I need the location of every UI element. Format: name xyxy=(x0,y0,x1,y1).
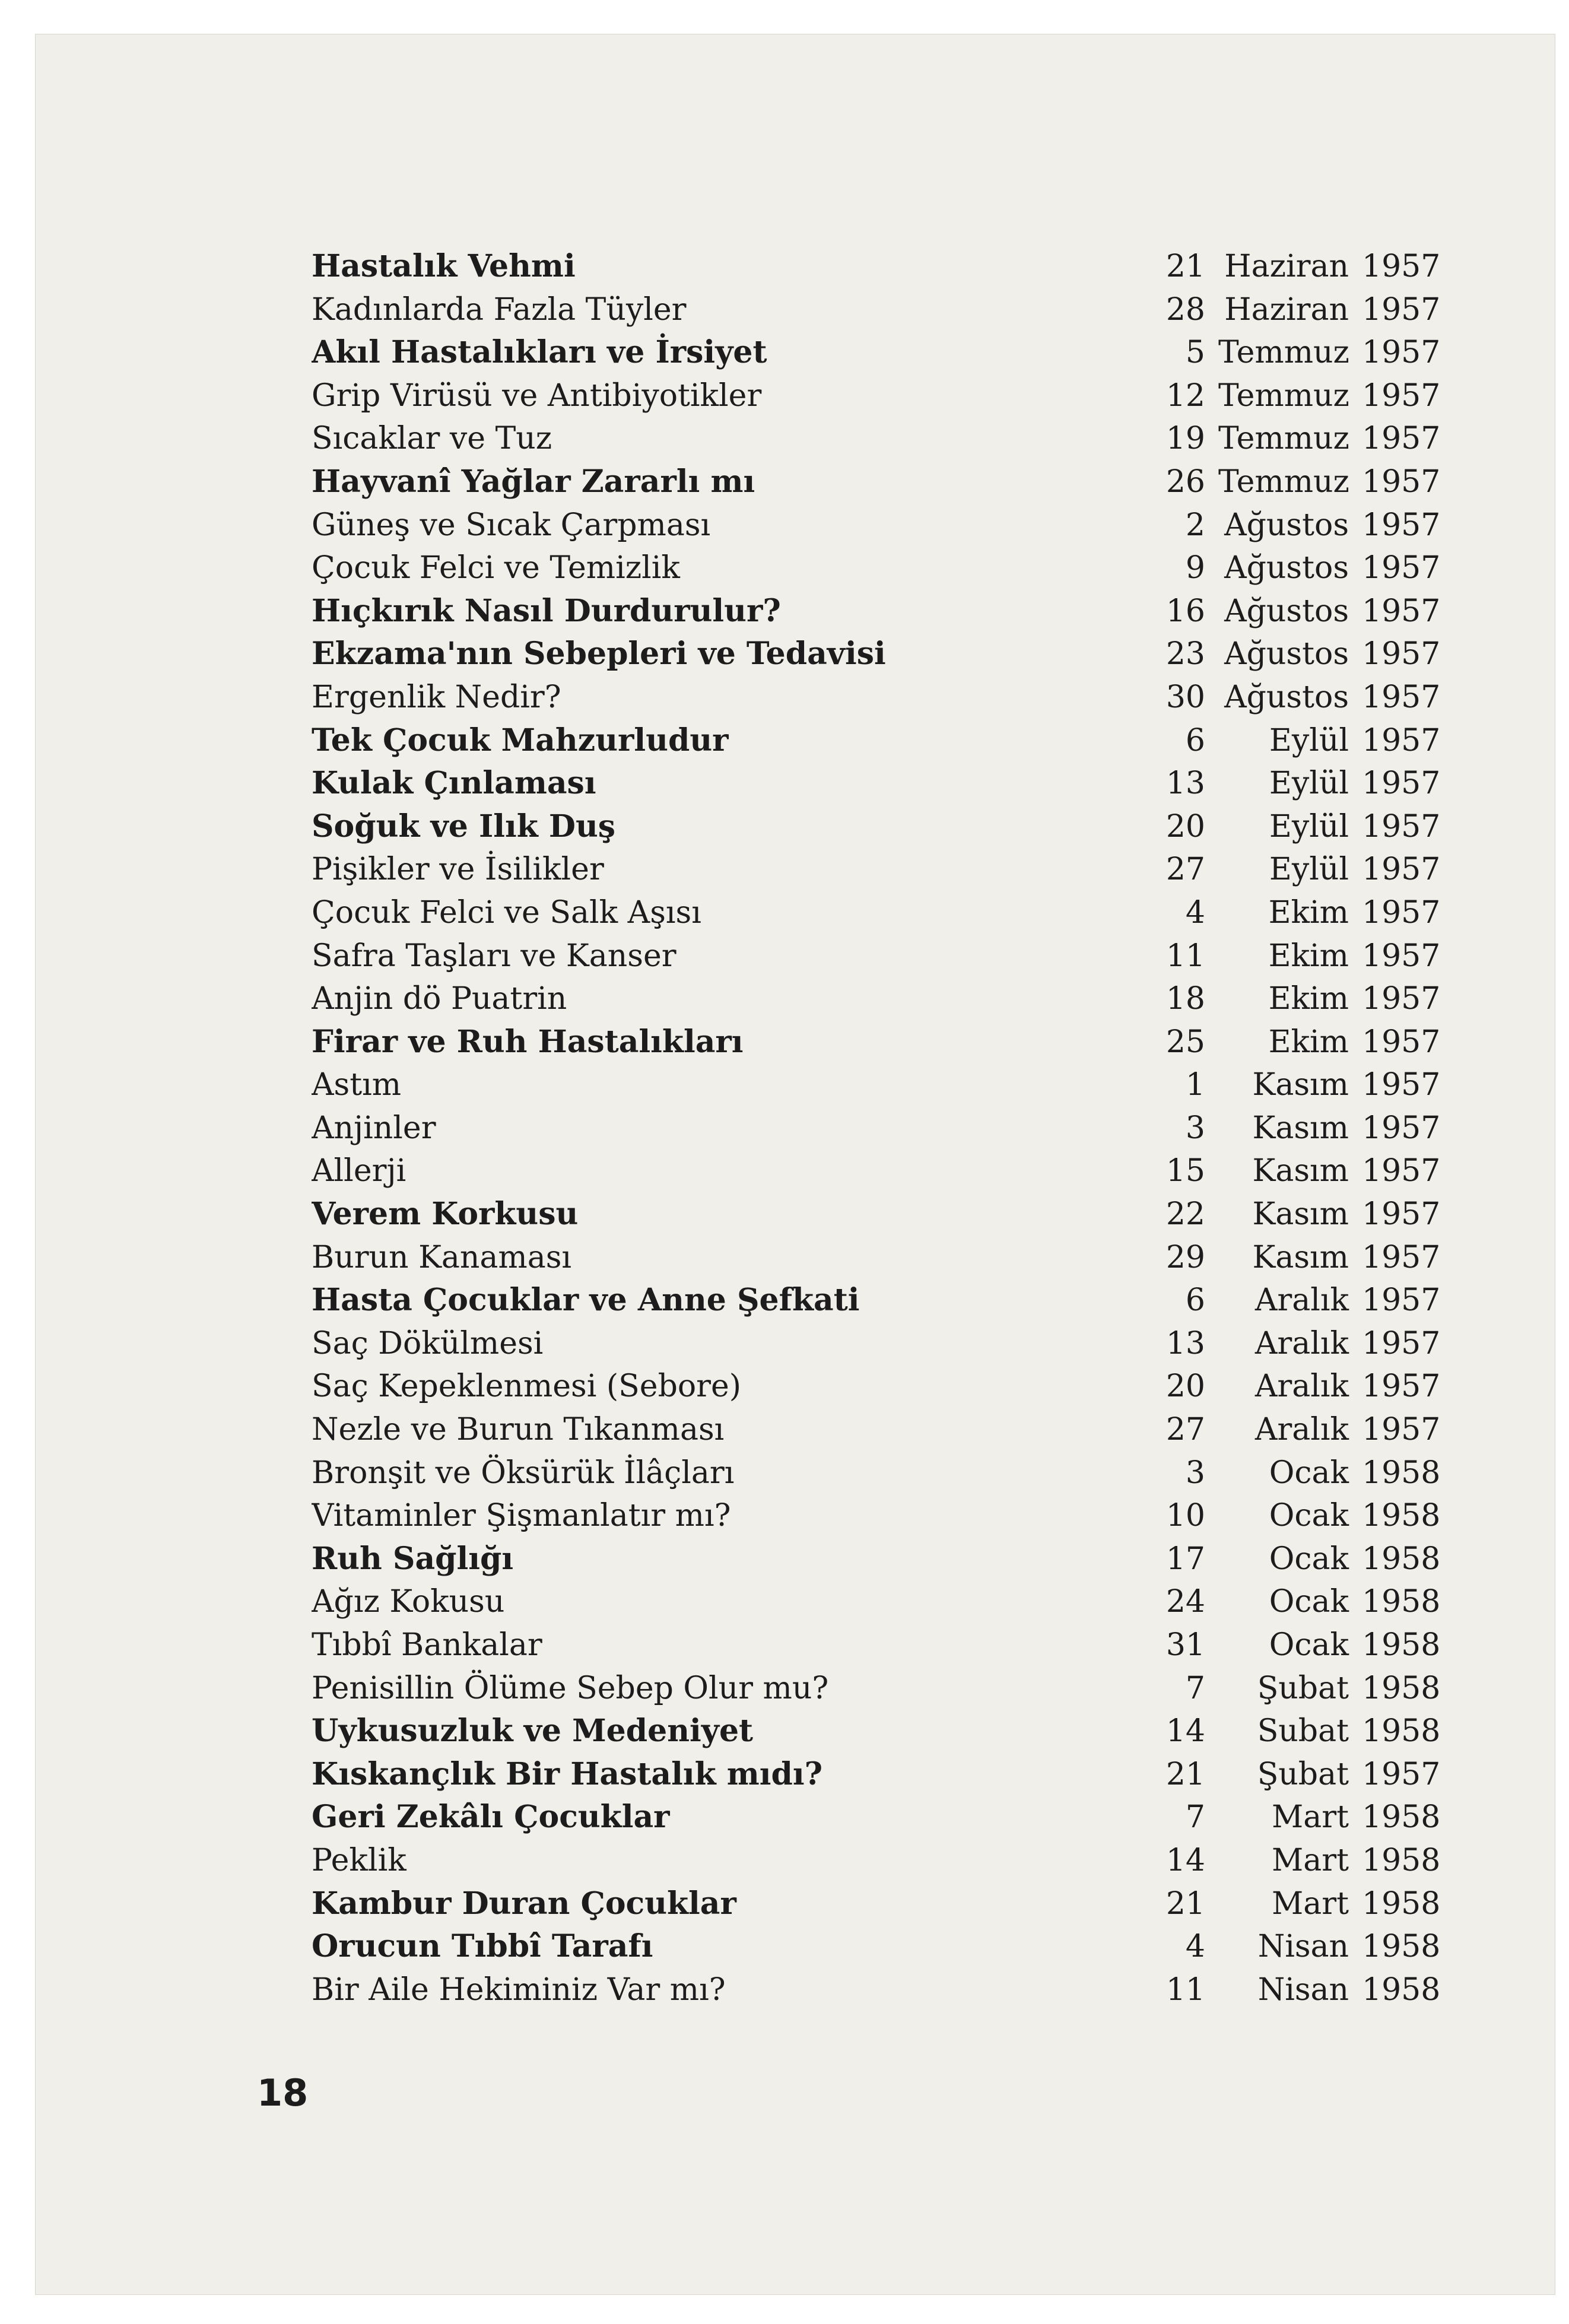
article-title: Burun Kanaması xyxy=(312,1239,572,1275)
publication-month: Şubat xyxy=(1257,1756,1349,1792)
publication-month: Mart xyxy=(1272,1885,1349,1922)
list-item xyxy=(312,676,1439,719)
list-item xyxy=(312,1063,1439,1107)
article-title: Ruh Sağlığı xyxy=(312,1540,514,1577)
list-item xyxy=(312,1365,1439,1408)
publication-year: 1957 xyxy=(1362,894,1441,931)
list-item xyxy=(312,1452,1439,1495)
publication-year: 1957 xyxy=(1362,852,1441,888)
publication-year: 1958 xyxy=(1362,1627,1441,1663)
publication-year: 1957 xyxy=(1362,938,1441,974)
publication-month: Eylül xyxy=(1269,852,1349,888)
publication-day: 21 xyxy=(1165,1756,1205,1792)
list-item xyxy=(312,1667,1439,1710)
publication-year: 1958 xyxy=(1362,1842,1441,1878)
list-item xyxy=(312,1710,1439,1753)
publication-year: 1958 xyxy=(1362,1670,1441,1706)
publication-day: 5 xyxy=(1185,335,1205,371)
article-title: Anjin dö Puatrin xyxy=(312,981,567,1017)
publication-day: 20 xyxy=(1165,1369,1205,1405)
publication-month: Temmuz xyxy=(1218,377,1349,414)
list-item xyxy=(312,1796,1439,1839)
publication-year: 1958 xyxy=(1362,1541,1441,1577)
publication-year: 1957 xyxy=(1362,463,1441,500)
list-item xyxy=(312,1021,1439,1064)
article-title: Penisillin Ölüme Sebep Olur mu? xyxy=(312,1670,829,1706)
list-item xyxy=(312,374,1439,418)
publication-month: Eylül xyxy=(1269,808,1349,844)
publication-year: 1958 xyxy=(1362,1455,1441,1491)
publication-month: Aralık xyxy=(1254,1412,1349,1448)
publication-year: 1958 xyxy=(1362,1885,1441,1922)
list-item xyxy=(312,590,1439,633)
list-item xyxy=(312,1107,1439,1150)
publication-day: 13 xyxy=(1165,766,1205,802)
publication-month: Kasım xyxy=(1252,1196,1349,1233)
publication-month: Ekim xyxy=(1268,938,1349,974)
article-title: Bronşit ve Öksürük İlâçları xyxy=(312,1455,735,1491)
publication-month: Aralık xyxy=(1254,1369,1349,1405)
publication-day: 10 xyxy=(1165,1498,1205,1534)
publication-day: 7 xyxy=(1185,1799,1205,1836)
list-item xyxy=(312,1193,1439,1236)
list-item xyxy=(312,1839,1439,1882)
article-title: Vitaminler Şişmanlatır mı? xyxy=(312,1498,731,1534)
publication-day: 21 xyxy=(1165,1885,1205,1922)
list-item xyxy=(312,762,1439,805)
publication-day: 30 xyxy=(1165,679,1205,715)
publication-day: 24 xyxy=(1165,1584,1205,1620)
publication-day: 26 xyxy=(1165,463,1205,500)
list-item xyxy=(312,848,1439,891)
list-item xyxy=(312,935,1439,978)
list-item xyxy=(312,331,1439,374)
publication-day: 22 xyxy=(1165,1196,1205,1233)
publication-year: 1957 xyxy=(1362,679,1441,715)
publication-year: 1957 xyxy=(1362,507,1441,543)
publication-month: Nisan xyxy=(1257,1971,1349,2008)
publication-month: Ağustos xyxy=(1224,679,1349,715)
publication-day: 17 xyxy=(1165,1541,1205,1577)
list-item xyxy=(312,977,1439,1021)
article-title: Orucun Tıbbî Tarafı xyxy=(312,1928,653,1965)
publication-year: 1957 xyxy=(1362,636,1441,672)
article-title: Hıçkırık Nasıl Durdurulur? xyxy=(312,592,781,629)
list-item xyxy=(312,1538,1439,1581)
article-title: Verem Korkusu xyxy=(312,1196,579,1233)
article-title: Safra Taşları ve Kanser xyxy=(312,938,676,974)
publication-year: 1957 xyxy=(1362,335,1441,371)
publication-year: 1957 xyxy=(1362,1239,1441,1275)
article-title: Allerji xyxy=(312,1153,406,1189)
publication-month: Haziran xyxy=(1224,291,1349,328)
article-title: Çocuk Felci ve Salk Aşısı xyxy=(312,894,701,931)
list-item xyxy=(312,245,1439,288)
list-item xyxy=(312,1322,1439,1366)
publication-year: 1958 xyxy=(1362,1584,1441,1620)
publication-day: 13 xyxy=(1165,1325,1205,1361)
article-title: Çocuk Felci ve Temizlik xyxy=(312,550,680,586)
list-item xyxy=(312,805,1439,849)
article-title: Kadınlarda Fazla Tüyler xyxy=(312,291,687,328)
publication-month: Ocak xyxy=(1269,1498,1349,1534)
publication-year: 1958 xyxy=(1362,1971,1441,2008)
publication-month: Ağustos xyxy=(1224,593,1349,629)
publication-month: Ocak xyxy=(1269,1584,1349,1620)
list-item xyxy=(312,288,1439,332)
list-item xyxy=(312,1882,1439,1926)
article-title: Peklik xyxy=(312,1842,406,1878)
publication-month: Kasım xyxy=(1252,1239,1349,1275)
publication-year: 1958 xyxy=(1362,1498,1441,1534)
publication-year: 1957 xyxy=(1362,377,1441,414)
article-title: Tek Çocuk Mahzurludur xyxy=(312,722,729,758)
page-number: 18 xyxy=(257,2071,309,2115)
publication-year: 1957 xyxy=(1362,808,1441,844)
publication-year: 1957 xyxy=(1362,1369,1441,1405)
list-item xyxy=(312,719,1439,763)
publication-day: 16 xyxy=(1165,593,1205,629)
publication-day: 4 xyxy=(1185,1929,1205,1965)
publication-year: 1957 xyxy=(1362,1325,1441,1361)
publication-year: 1957 xyxy=(1362,1756,1441,1792)
publication-month: Ağustos xyxy=(1224,507,1349,543)
publication-day: 20 xyxy=(1165,808,1205,844)
publication-day: 27 xyxy=(1165,1412,1205,1448)
article-title: Bir Aile Hekiminiz Var mı? xyxy=(312,1971,726,2008)
publication-month: Nisan xyxy=(1257,1929,1349,1965)
publication-year: 1957 xyxy=(1362,722,1441,758)
list-item xyxy=(312,504,1439,547)
publication-day: 23 xyxy=(1165,636,1205,672)
publication-month: Haziran xyxy=(1224,249,1349,284)
list-item xyxy=(312,1624,1439,1667)
list-item xyxy=(312,1279,1439,1322)
publication-year: 1957 xyxy=(1362,1110,1441,1146)
publication-day: 6 xyxy=(1185,1282,1205,1319)
article-title: Astım xyxy=(312,1067,402,1103)
publication-year: 1957 xyxy=(1362,249,1441,284)
list-item xyxy=(312,1150,1439,1193)
article-title: Hasta Çocuklar ve Anne Şefkati xyxy=(312,1282,860,1319)
publication-month: Ocak xyxy=(1269,1627,1349,1663)
publication-month: Mart xyxy=(1272,1799,1349,1836)
article-title: Pişikler ve İsilikler xyxy=(312,852,604,888)
article-title: Güneş ve Sıcak Çarpması xyxy=(312,507,711,543)
list-item xyxy=(312,461,1439,504)
publication-month: Temmuz xyxy=(1218,463,1349,500)
publication-day: 18 xyxy=(1165,981,1205,1017)
publication-month: Temmuz xyxy=(1218,421,1349,457)
article-title: Anjinler xyxy=(312,1110,436,1146)
article-title: Uykusuzluk ve Medeniyet xyxy=(312,1713,754,1750)
article-title: Saç Kepeklenmesi (Sebore) xyxy=(312,1369,742,1405)
list-item xyxy=(312,1580,1439,1624)
publication-day: 1 xyxy=(1185,1067,1205,1103)
publication-month: Ekim xyxy=(1268,1024,1349,1060)
publication-day: 12 xyxy=(1165,377,1205,414)
publication-year: 1957 xyxy=(1362,1196,1441,1233)
article-title: Ergenlik Nedir? xyxy=(312,679,561,715)
article-title: Ekzama'nın Sebepleri ve Tedavisi xyxy=(312,636,886,672)
list-item xyxy=(312,417,1439,461)
publication-month: Subat xyxy=(1257,1713,1349,1750)
article-title: Kıskançlık Bir Hastalık mıdı? xyxy=(312,1755,823,1792)
publication-month: Temmuz xyxy=(1218,335,1349,371)
list-item xyxy=(312,547,1439,590)
list-item xyxy=(312,1494,1439,1538)
publication-month: Ekim xyxy=(1268,894,1349,931)
publication-year: 1957 xyxy=(1362,766,1441,802)
article-title: Grip Virüsü ve Antibiyotikler xyxy=(312,377,762,414)
publication-day: 3 xyxy=(1185,1110,1205,1146)
publication-month: Eylül xyxy=(1269,766,1349,802)
publication-day: 7 xyxy=(1185,1670,1205,1706)
article-title: Hastalık Vehmi xyxy=(312,248,576,284)
list-item xyxy=(312,1408,1439,1452)
article-title: Sıcaklar ve Tuz xyxy=(312,421,552,457)
publication-month: Ocak xyxy=(1269,1541,1349,1577)
article-title: Kambur Duran Çocuklar xyxy=(312,1885,736,1922)
publication-month: Şubat xyxy=(1257,1670,1349,1706)
publication-day: 27 xyxy=(1165,852,1205,888)
publication-month: Kasım xyxy=(1252,1067,1349,1103)
list-item xyxy=(312,1969,1439,2012)
article-title: Soğuk ve Ilık Duş xyxy=(312,808,616,844)
publication-month: Kasım xyxy=(1252,1153,1349,1189)
publication-year: 1957 xyxy=(1362,291,1441,328)
publication-day: 14 xyxy=(1165,1713,1205,1750)
publication-day: 14 xyxy=(1165,1842,1205,1878)
publication-year: 1957 xyxy=(1362,1412,1441,1448)
publication-month: Kasım xyxy=(1252,1110,1349,1146)
publication-year: 1957 xyxy=(1362,1282,1441,1319)
list-item xyxy=(312,633,1439,676)
article-title: Nezle ve Burun Tıkanması xyxy=(312,1412,725,1448)
article-title: Hayvanî Yağlar Zararlı mı xyxy=(312,463,755,500)
publication-year: 1957 xyxy=(1362,421,1441,457)
publication-month: Eylül xyxy=(1269,722,1349,758)
publication-day: 11 xyxy=(1165,938,1205,974)
publication-year: 1957 xyxy=(1362,1024,1441,1060)
publication-day: 4 xyxy=(1185,894,1205,931)
publication-day: 31 xyxy=(1165,1627,1205,1663)
publication-day: 3 xyxy=(1185,1455,1205,1491)
publication-day: 29 xyxy=(1165,1239,1205,1275)
list-item xyxy=(312,891,1439,935)
publication-day: 28 xyxy=(1165,291,1205,328)
article-title: Saç Dökülmesi xyxy=(312,1325,544,1361)
article-title: Kulak Çınlaması xyxy=(312,765,596,802)
publication-day: 11 xyxy=(1165,1971,1205,2008)
article-title: Akıl Hastalıkları ve İrsiyet xyxy=(312,334,767,371)
publication-day: 2 xyxy=(1185,507,1205,543)
article-list xyxy=(312,245,1439,2011)
publication-month: Mart xyxy=(1272,1842,1349,1878)
publication-day: 6 xyxy=(1185,722,1205,758)
publication-year: 1957 xyxy=(1362,1153,1441,1189)
publication-month: Ekim xyxy=(1268,981,1349,1017)
publication-day: 15 xyxy=(1165,1153,1205,1189)
publication-year: 1957 xyxy=(1362,593,1441,629)
publication-month: Ocak xyxy=(1269,1455,1349,1491)
publication-day: 25 xyxy=(1165,1024,1205,1060)
publication-day: 21 xyxy=(1165,249,1205,284)
publication-day: 19 xyxy=(1165,421,1205,457)
publication-year: 1958 xyxy=(1362,1713,1441,1750)
publication-year: 1957 xyxy=(1362,981,1441,1017)
list-item xyxy=(312,1753,1439,1796)
article-title: Geri Zekâlı Çocuklar xyxy=(312,1799,670,1836)
publication-year: 1957 xyxy=(1362,550,1441,586)
publication-year: 1957 xyxy=(1362,1067,1441,1103)
publication-month: Ağustos xyxy=(1224,550,1349,586)
publication-day: 9 xyxy=(1185,550,1205,586)
publication-year: 1958 xyxy=(1362,1799,1441,1836)
publication-month: Aralık xyxy=(1254,1282,1349,1319)
list-item xyxy=(312,1236,1439,1280)
book-page xyxy=(36,34,1555,2294)
publication-month: Aralık xyxy=(1254,1325,1349,1361)
article-title: Firar ve Ruh Hastalıkları xyxy=(312,1023,744,1060)
article-title: Ağız Kokusu xyxy=(312,1584,505,1620)
article-title: Tıbbî Bankalar xyxy=(312,1627,542,1663)
publication-month: Ağustos xyxy=(1224,636,1349,672)
list-item xyxy=(312,1925,1439,1969)
publication-year: 1958 xyxy=(1362,1929,1441,1965)
